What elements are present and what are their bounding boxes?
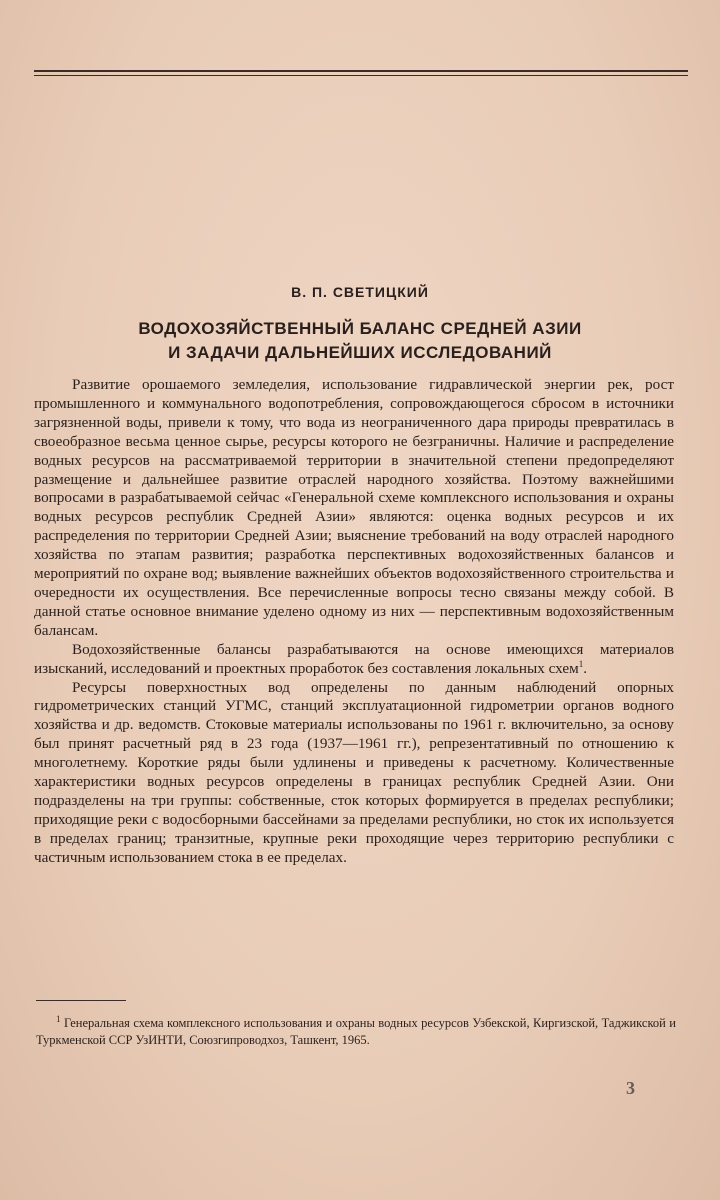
footnote [36,1015,676,1049]
footnote-mark: 1 [56,1013,61,1024]
paragraph-3: Ресурсы поверхностных вод определены по данным наблюдений опорных гидрометрических станций УГМС, станций эксплуатационной гидрометрии органов водного хозяйства и др. ведомств. Стоковые материалы использованы по 1961 г. включительно, за основу был принят расчетный ряд в 23 года (1937—1961 гг.), репрезентативный по отношению к многолетнему. Короткие ряды были удлинены и приведены к расчетному. Количественные характеристики водных ресурсов определены в границах республик Средней Азии. Они подразделены на три группы: собственные, сток которых формируется в пределах республики; приходящие реки с водосборными бассейнами за пределами республики, но сток их используется в пределах границ; транзитные, крупные реки проходящие через территорию республики с частичным использованием стока в ее пределах. [34,678,674,866]
footnote-text: Генеральная схема комплексного использования и охраны водных ресурсов Узбекской, Киргизской, Таджикской и Туркменской ССР УзИНТИ, Союзгипроводхоз, Ташкент, 1965. [36,1016,676,1047]
paragraph-2-end: . [583,659,587,677]
title-line-2: И ЗАДАЧИ ДАЛЬНЕЙШИХ ИССЛЕДОВАНИЙ [168,343,552,362]
footnote-ref: 1 [578,658,584,669]
article-title [60,317,660,365]
page-number: 3 [626,1078,635,1098]
paragraph-2-text: Водохозяйственные балансы разрабатываются на основе имеющихся материалов изысканий, исследований и проектных проработок без составления локальных схем [34,640,674,677]
header-rule [34,70,688,72]
header-rule-thin [34,75,688,76]
paragraph-1: Развитие орошаемого земледелия, использование гидравлической энергии рек, рост промышленного и коммунального водопотребления, сопровождающегося сбросом в источники загрязненной воды, привели к тому, что вода из неограниченного дара природы превратилась в своеобразное весьма ценное сырье, ресурсы которого не безграничны. Наличие и распределение водных ресурсов на рассматриваемой территории в значительной степени предопределяют размещение и дальнейшее развитие отраслей народного хозяйства. Поэтому важнейшими вопросами в разрабатываемой сейчас «Генеральной схеме комплексного использования и охраны водных ресурсов республик Средней Азии» являются: оценка водных ресурсов и их распределения по территории Средней Азии; выяснение требований на воду отраслей народного хозяйства по этапам развития; разработка перспективных водохозяйственных балансов и мероприятий по охране вод; выявление важнейших объектов водохозяйственного строительства и очередности их осуществления. Все перечисленные вопросы тесно связаны между собой. В данной статье основное внимание уделено одному из них — перспективным водохозяйственным балансам. [34,376,674,639]
footnote-rule [36,1000,126,1001]
article-body [34,376,674,868]
paragraph-2 [34,641,674,679]
author-name: В. П. СВЕТИЦКИЙ [291,284,429,300]
title-line-1: ВОДОХОЗЯЙСТВЕННЫЙ БАЛАНС СРЕДНЕЙ АЗИИ [138,319,582,338]
